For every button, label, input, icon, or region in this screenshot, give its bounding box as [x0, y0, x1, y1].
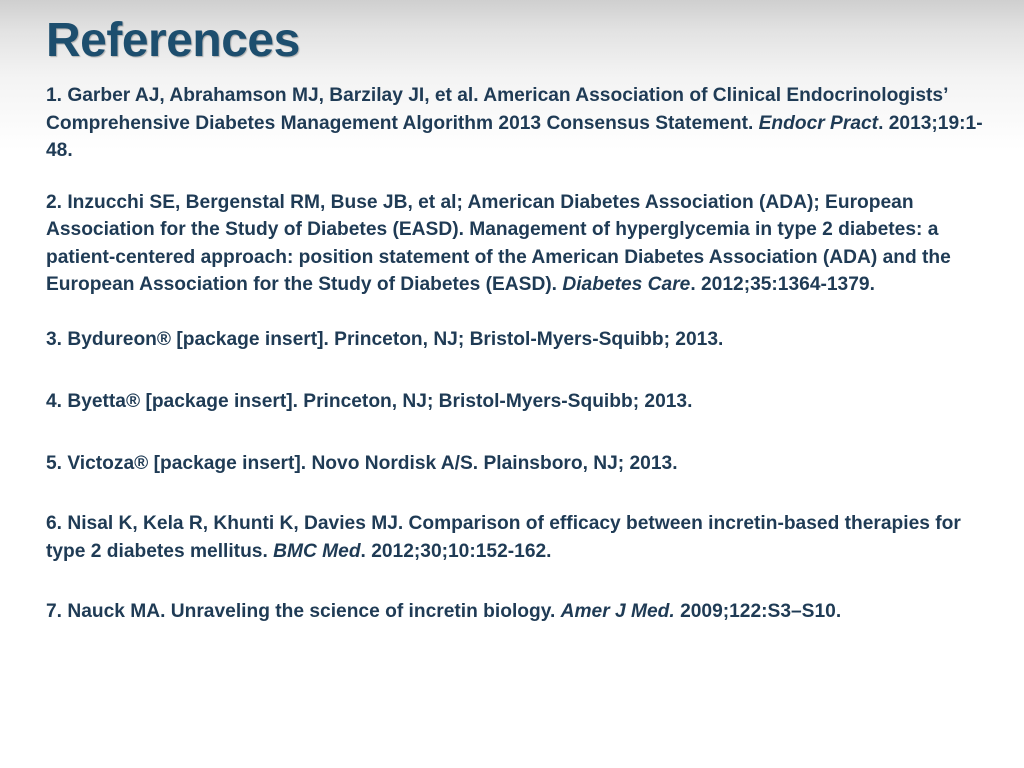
reference-7-journal: Amer J Med. [560, 601, 675, 622]
reference-2-citation: . 2012;35:1364-1379. [690, 274, 875, 295]
reference-1-text: 1. Garber AJ, Abrahamson MJ, Barzilay JI, et al. American Association of Clinical Endocrinologists’ Comprehensive Diabetes Management Algorithm 2013 Consensus Statement. [46, 85, 948, 134]
reference-6-citation: . 2012;30;10:152-162. [360, 540, 552, 562]
reference-1-citation: . 2013;19:1-48. [46, 112, 983, 161]
reference-5-text: 5. Victoza® [package insert]. Novo Nordisk A/S. Plainsboro, NJ; 2013. [46, 452, 678, 474]
reference-item-7 [46, 598, 986, 626]
reference-2-journal: Diabetes Care [562, 274, 691, 295]
slide-title: References [46, 14, 300, 67]
reference-item-2 [46, 189, 986, 299]
reference-item-5 [46, 450, 986, 478]
reference-list [46, 82, 986, 650]
reference-4-text: 4. Byetta® [package insert]. Princeton, NJ; Bristol-Myers-Squibb; 2013. [46, 391, 693, 412]
reference-item-4 [46, 388, 986, 416]
reference-6-text: 6. Nisal K, Kela R, Khunti K, Davies MJ. Comparison of efficacy between incretin-based therapies for type 2 diabetes mellitus. [46, 513, 961, 562]
reference-7-citation: 2009;122:S3–S10. [674, 601, 842, 622]
reference-1-journal: Endocr Pract [758, 112, 879, 134]
reference-6-journal: BMC Med [273, 540, 361, 562]
reference-item-3 [46, 326, 986, 354]
reference-2-text: 2. Inzucchi SE, Bergenstal RM, Buse JB, et al; American Diabetes Association (ADA); European Association for the Study of Diabetes (EASD). Management of hyperglycemia in type 2 diabetes: a patient-centered approach: position statement of the American Diabetes Association (ADA) and the European Association for the Study of Diabetes (EASD). [46, 191, 951, 295]
reference-3-text: 3. Bydureon® [package insert]. Princeton, NJ; Bristol-Myers-Squibb; 2013. [46, 328, 724, 350]
reference-item-6 [46, 510, 986, 565]
reference-7-text: 7. Nauck MA. Unraveling the science of incretin biology. [46, 601, 561, 622]
reference-item-1 [46, 82, 986, 165]
